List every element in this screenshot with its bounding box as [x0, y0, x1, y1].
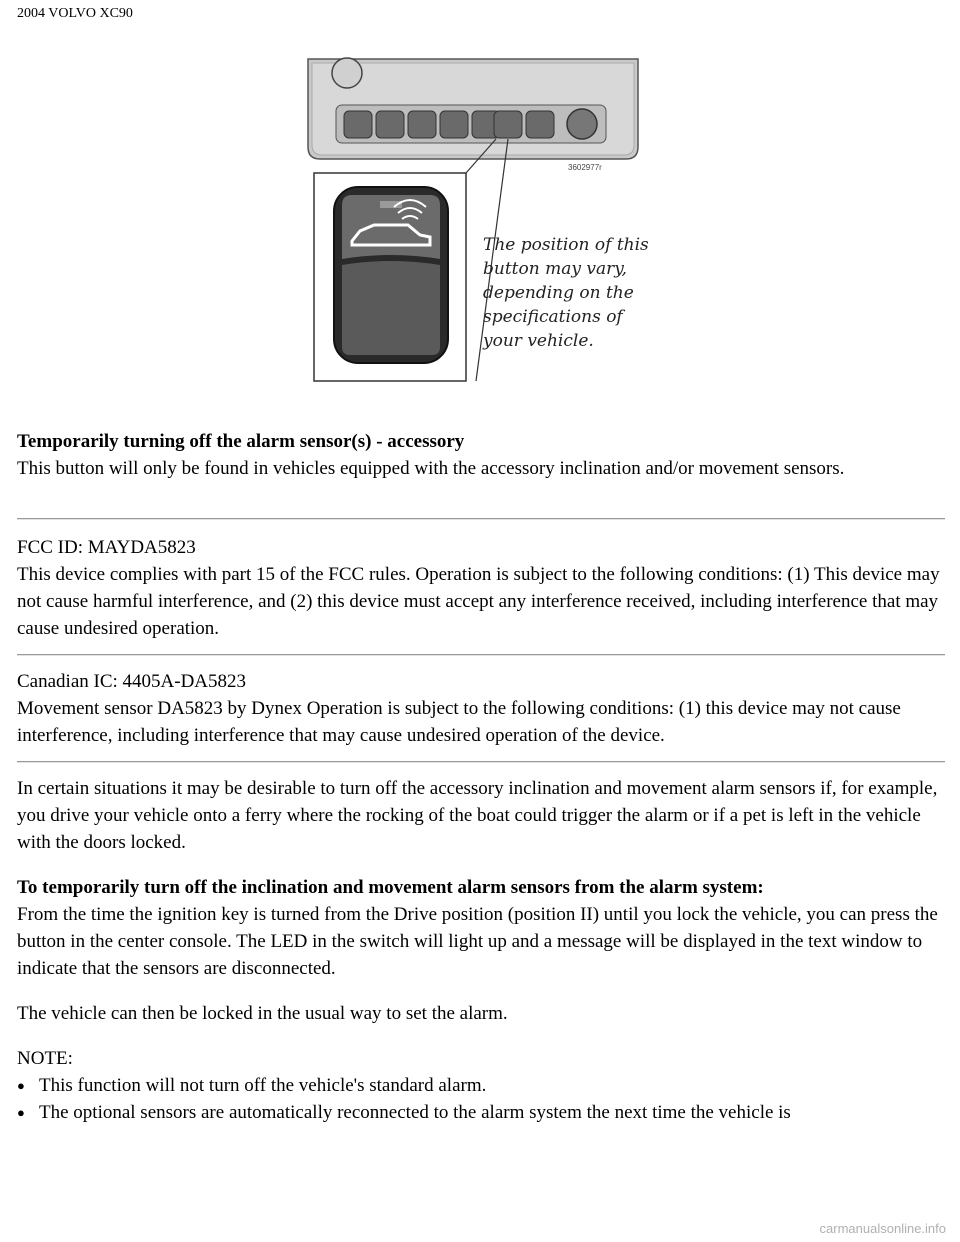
fcc-statement: This device complies with part 15 of the FCC rules. Operation is subject to the following conditions: (1) This device may not cause harmful interference, and (2) this device must accept any interference received, including interference that may cause undesired operation.	[17, 564, 940, 639]
note-item: ● The optional sensors are automatically reconnected to the alarm system the next time the vehicle is	[17, 1099, 945, 1126]
lock-vehicle-paragraph: The vehicle can then be locked in the usual way to set the alarm.	[17, 1003, 508, 1024]
note-list	[17, 1072, 945, 1126]
console-button-2	[376, 111, 404, 138]
turn-off-heading: To temporarily turn off the inclination and movement alarm sensors from the alarm system:	[17, 877, 764, 898]
console-button-3	[408, 111, 436, 138]
canadian-ic-id: Canadian IC: 4405A-DA5823	[17, 671, 247, 692]
figure-caption: The position of this button may vary, depending on the specifications of your vehicle.	[483, 235, 649, 351]
section-body-alarm-sensor: This button will only be found in vehicles equipped with the accessory inclination and/or movement sensors.	[17, 458, 845, 479]
page-header-title: 2004 VOLVO XC90	[17, 6, 133, 21]
figure-code: 3602977r	[568, 163, 602, 172]
page-content	[17, 428, 945, 1126]
watermark: carmanualsonline.info	[819, 1221, 946, 1236]
section-heading-alarm-sensor: Temporarily turning off the alarm sensor(s) - accessory	[17, 431, 465, 452]
note-item: ● This function will not turn off the vehicle's standard alarm.	[17, 1072, 945, 1099]
fcc-id: FCC ID: MAYDA5823	[17, 537, 196, 558]
console-button-alarm	[494, 111, 522, 138]
console-button-1	[344, 111, 372, 138]
console-button-4	[440, 111, 468, 138]
note-label: NOTE:	[17, 1048, 73, 1069]
12-volt-socket	[567, 109, 597, 139]
turn-off-instructions: From the time the ignition key is turned from the Drive position (position II) until you lock the vehicle, you can press the button in the center console. The LED in the switch will light up and a message will be displayed in the text window to indicate that the sensors are disconnected.	[17, 904, 938, 979]
console-button-7	[526, 111, 554, 138]
situations-paragraph: In certain situations it may be desirable to turn off the accessory inclination and movement alarm sensors if, for example, you drive your vehicle onto a ferry where the rocking of the boat could trigger the alarm or if a pet is left in the vehicle with the doors locked.	[17, 778, 938, 853]
canadian-ic-statement: Movement sensor DA5823 by Dynex Operation is subject to the following conditions: (1) this device may not cause interference, including interference that may cause undesired operation of the device.	[17, 698, 901, 746]
